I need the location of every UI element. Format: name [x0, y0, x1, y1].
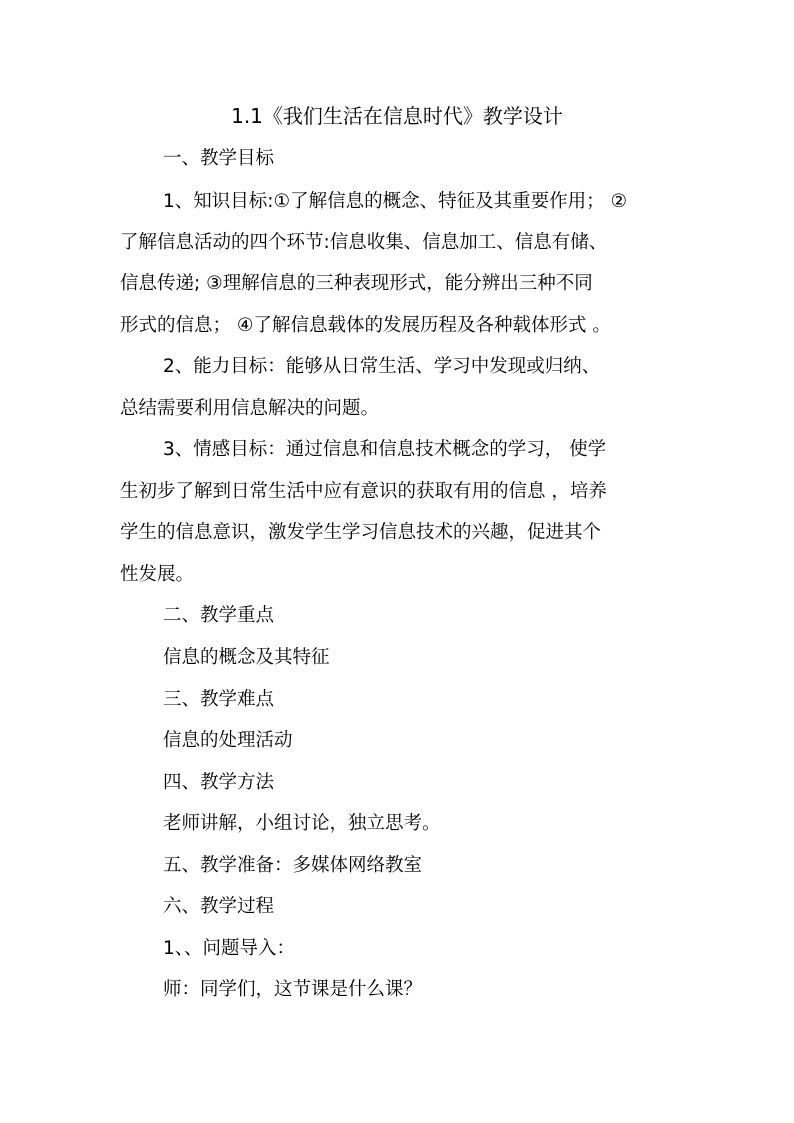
paragraph-line: 1、、问题导入：: [163, 938, 296, 959]
paragraph-line: 3、情感目标：通过信息和信息技术概念的学习， 使学: [163, 439, 607, 460]
paragraph-line: 了解信息活动的四个环节:信息收集、信息加工、信息有储、: [120, 232, 608, 253]
heading-teaching-difficulty: 三、教学难点: [163, 689, 275, 710]
paragraph-line: 师：同学们，这节课是什么课？: [163, 979, 423, 1000]
paragraph-line: 形式的信息； ④了解信息载体的发展历程及各种载体形式 。: [120, 315, 611, 336]
paragraph-line: 生初步了解到日常生活中应有意识的获取有用的信息 ，培养: [120, 481, 607, 502]
paragraph-line: 学生的信息意识，激发学生学习信息技术的兴趣，促进其个: [120, 522, 602, 543]
paragraph-line: 信息的处理活动: [163, 730, 293, 751]
document-title: 1.1《我们生活在信息时代》教学设计: [231, 104, 563, 128]
paragraph-line: 老师讲解，小组讨论，独立思考。: [163, 813, 441, 834]
heading-teaching-focus: 二、教学重点: [163, 605, 275, 626]
paragraph-line: 1、知识目标:①了解信息的概念、特征及其重要作用； ②: [163, 191, 628, 212]
paragraph-line: 信息的概念及其特征: [163, 647, 330, 668]
heading-teaching-preparation: 五、教学准备：多媒体网络教室: [163, 855, 423, 876]
paragraph-line: 信息传递; ③理解信息的三种表现形式，能分辨出三种不同: [120, 273, 593, 294]
heading-teaching-process: 六、教学过程: [163, 896, 275, 917]
heading-teaching-goals: 一、教学目标: [163, 148, 275, 169]
paragraph-line: 2、能力目标：能够从日常生活、学习中发现或归纳、: [163, 356, 601, 377]
paragraph-line: 总结需要利用信息解决的问题。: [120, 398, 380, 419]
heading-teaching-method: 四、教学方法: [163, 772, 275, 793]
paragraph-line: 性发展。: [120, 564, 195, 585]
